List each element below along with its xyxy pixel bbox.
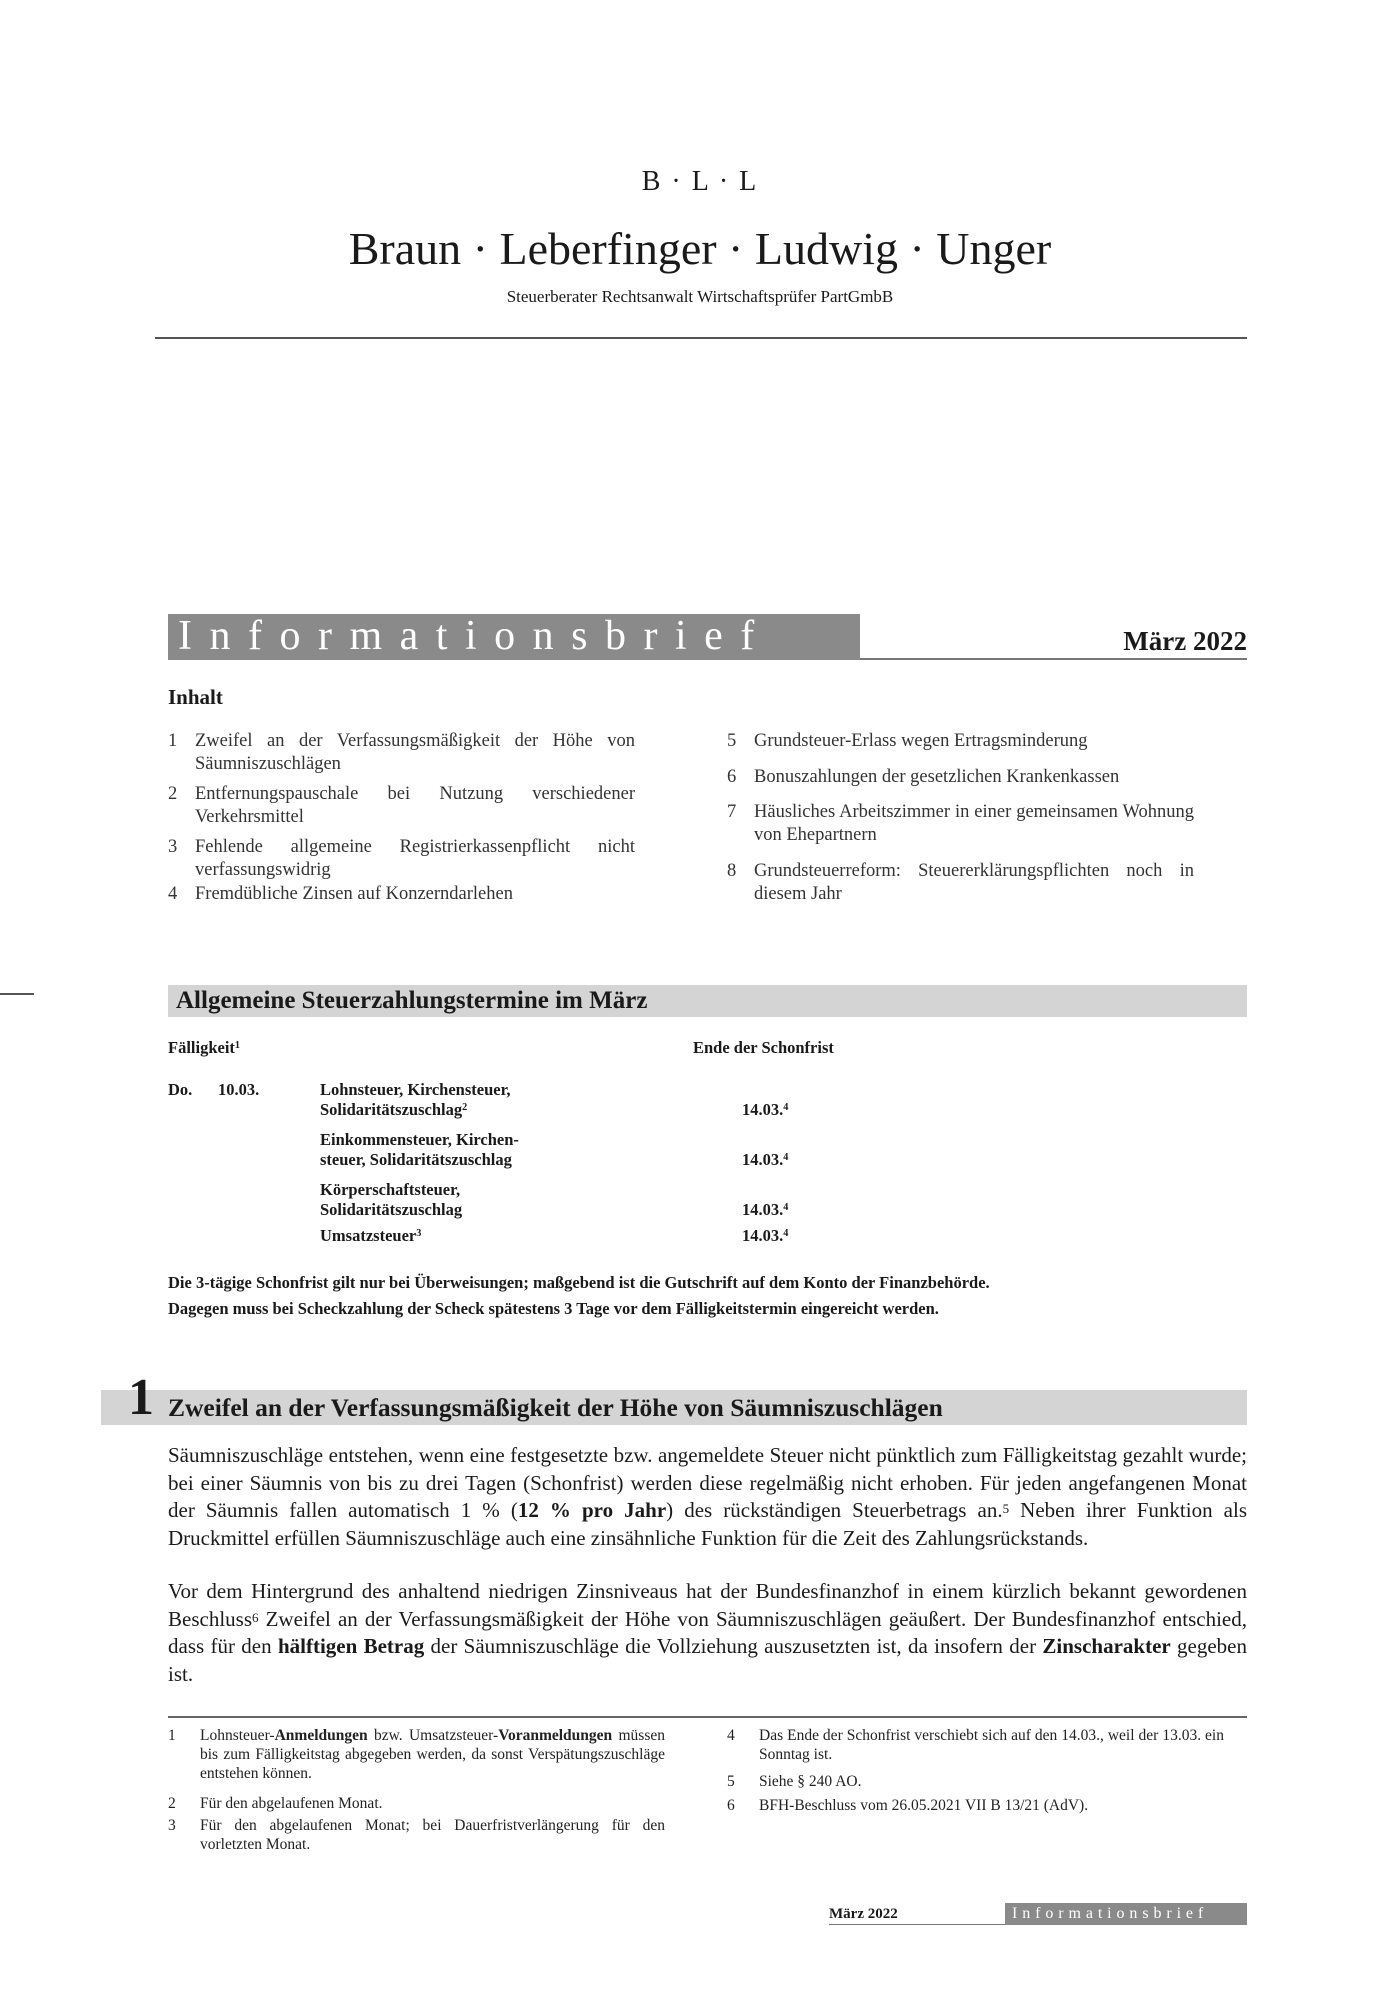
tax-row-grace-date: 14.03.$^4$	[742, 1200, 789, 1219]
toc-title: Inhalt	[168, 685, 223, 709]
footer-date: März 2022	[829, 1906, 898, 1922]
toc-item-number: 8	[727, 861, 737, 881]
tax-row-name: Umsatzsteuer$^3$	[320, 1226, 422, 1245]
fold-mark	[0, 993, 34, 995]
section-paragraph: Vor dem Hintergrund des anhaltend niedrigen Zinsniveaus hat der Bundesfinanzhof in einem kürzlich bekannt gewordenen Beschluss$^6$ Zweifel an der Verfassungsmäßigkeit der Höhe von Säumniszuschlägen geäußert. Der Bundesfinanzhof entschied, dass für den hälftigen Betrag der Säumniszuschläge die Vollziehung auszusetzten ist, da insofern der Zinscharakter gegeben ist.	[168, 1579, 1247, 1686]
column-header-due-date: Fälligkeit$^1$	[168, 1038, 241, 1057]
footer-label: Informationsbrief	[1012, 1905, 1209, 1922]
letterhead-initials: B · L · L	[641, 166, 759, 197]
letterhead-firm-name: Braun · Leberfinger · Ludwig · Unger	[348, 223, 1052, 274]
column-header-grace-period: Ende der Schonfrist	[693, 1038, 834, 1057]
tax-row-grace-date: 14.03.$^4$	[742, 1226, 789, 1245]
toc-item-number: 2	[168, 784, 178, 804]
due-weekday: Do.	[168, 1080, 193, 1099]
toc-item-text: Zweifel an der Verfassungsmäßigkeit der Höhe von Säumniszuschlägen	[195, 731, 635, 774]
letterhead-divider	[155, 337, 1247, 339]
toc-item-text: Grundsteuer-Erlass wegen Ertragsminderung	[754, 731, 1088, 751]
toc-item-text: Fremdübliche Zinsen auf Konzerndarlehen	[195, 884, 513, 904]
grace-period-note: Die 3-tägige Schonfrist gilt nur bei Überweisungen; maßgebend ist die Gutschrift auf dem Konto der Finanzbehörde. Dagegen muss bei Scheckzahlung der Scheck spätestens 3 Tage vor dem Fälligkeitstermin eingereicht werden.	[168, 1273, 990, 1318]
banner-underline	[860, 658, 1247, 660]
toc-item-number: 7	[727, 802, 737, 822]
toc-item-text: Entfernungspauschale bei Nutzung verschiedener Verkehrsmittel	[195, 784, 635, 827]
toc-item-number: 1	[168, 731, 178, 751]
section-title: Zweifel an der Verfassungsmäßigkeit der Höhe von Säumniszuschlägen	[168, 1393, 943, 1422]
tax-row-grace-date: 14.03.$^4$	[742, 1100, 789, 1119]
toc-item-text: Häusliches Arbeitszimmer in einer gemeinsamen Wohnung von Ehepartnern	[754, 802, 1194, 845]
tax-row-name: Lohnsteuer, Kirchensteuer, Solidaritätszuschlag$^2$	[320, 1080, 511, 1119]
tax-dates-title: Allgemeine Steuerzahlungstermine im März	[176, 987, 648, 1014]
footnote-divider	[168, 1716, 1247, 1718]
tax-row-grace-date: 14.03.$^4$	[742, 1150, 789, 1169]
toc-item-text: Fehlende allgemeine Registrierkassenpflicht nicht verfassungswidrig	[195, 837, 635, 880]
footer-rule	[829, 1924, 1005, 1925]
toc-item-number: 6	[727, 767, 737, 787]
toc-item-number: 5	[727, 731, 737, 751]
toc-item-text: Grundsteuerreform: Steuererklärungspflichten noch in diesem Jahr	[754, 861, 1194, 904]
toc-item-number: 4	[168, 884, 178, 904]
due-date: 10.03.	[218, 1080, 260, 1099]
tax-row-name: Einkommensteuer, Kirchen- steuer, Solidaritätszuschlag	[320, 1130, 519, 1169]
section-number: 1	[128, 1369, 154, 1426]
tax-row-name: Körperschaftsteuer, Solidaritätszuschlag	[320, 1180, 463, 1219]
newsletter-title: Informationsbrief	[178, 613, 772, 659]
toc-item-text: Bonuszahlungen der gesetzlichen Krankenkassen	[754, 767, 1120, 787]
toc-item-number: 3	[168, 837, 178, 857]
letterhead-subtitle: Steuerberater Rechtsanwalt Wirtschaftsprüfer PartGmbB	[506, 287, 894, 306]
section-paragraph: Säumniszuschläge entstehen, wenn eine festgesetzte bzw. angemeldete Steuer nicht pünktlich zum Fälligkeitstag gezahlt wurde; bei einer Säumnis von bis zu drei Tagen (Schonfrist) werden diese regelmäßig nicht erhoben. Für jeden angefangenen Monat der Säumnis fallen automatisch 1 % (12 % pro Jahr) des rückständigen Steuerbetrags an.$^5$ Neben ihrer Funktion als Druckmittel erfüllen Säumniszuschläge auch eine zinsähnliche Funktion für die Zeit des Zahlungsrückstands.	[168, 1443, 1247, 1550]
issue-date: März 2022	[1123, 626, 1247, 656]
